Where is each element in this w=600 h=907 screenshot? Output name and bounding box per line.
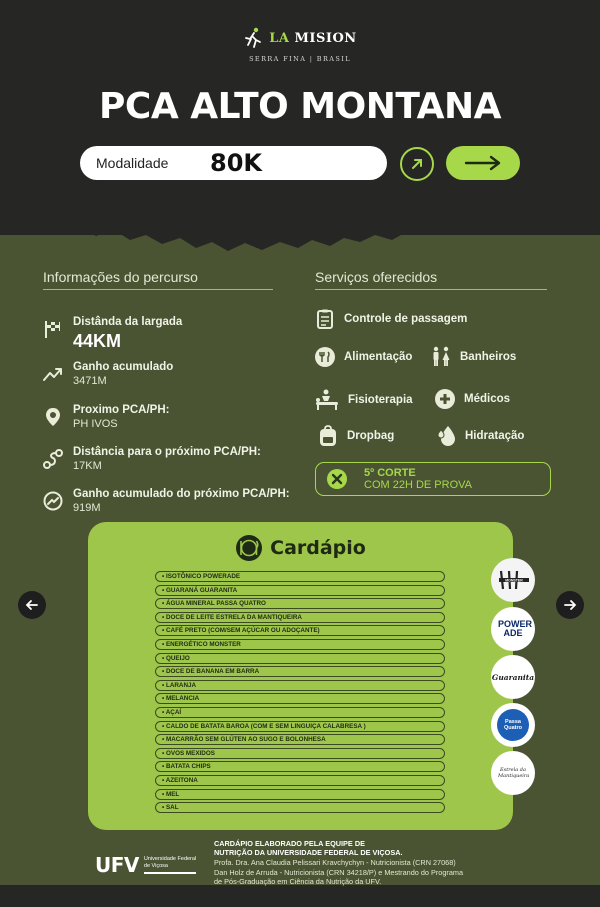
menu-item: • SAL: [155, 802, 445, 813]
arrow-right-icon: [464, 155, 502, 171]
menu-item: • ÁGUA MINERAL PASSA QUATRO: [155, 598, 445, 609]
carousel-prev-button[interactable]: [18, 591, 46, 619]
menu-list: [155, 571, 445, 816]
info-label: Ganho acumulado do próximo PCA/PH:: [73, 488, 290, 500]
menu-item: • ISOTÔNICO POWERADE: [155, 571, 445, 582]
service-label: Médicos: [464, 393, 511, 405]
services-divider: [315, 289, 547, 290]
trending-up-icon: [42, 363, 64, 385]
menu-item: • DOCE DE BANANA EM BARRA: [155, 666, 445, 677]
medical-cross-icon: [434, 388, 456, 410]
brand-subtitle: SERRA FINA | BRASIL: [249, 55, 351, 63]
cutoff-title: 5º CORTE: [364, 467, 416, 479]
info-item-distance-next: [42, 446, 261, 472]
info-item-gain-next: [42, 488, 290, 514]
menu-item: • OVOS MEXIDOS: [155, 748, 445, 759]
info-label: Distânda da largada: [73, 316, 183, 328]
menu-item: • AÇAÍ: [155, 707, 445, 718]
services-title: Serviços oferecidos: [315, 269, 438, 285]
service-food: [314, 346, 412, 368]
arrow-right-icon: [563, 598, 577, 612]
restroom-icon: [430, 346, 452, 368]
service-label: Hidratação: [465, 430, 525, 442]
passa-quatro-logo: Passa Quatro: [491, 703, 535, 747]
credits-heading: CARDÁPIO ELABORADO PELA EQUIPE DE: [214, 839, 365, 848]
info-value: PH IVOS: [73, 418, 118, 430]
monster-logo: [491, 558, 535, 602]
massage-icon: [314, 388, 340, 412]
map-pin-icon: [42, 406, 64, 428]
menu-item: • MEL: [155, 789, 445, 800]
service-dropbag: [317, 425, 394, 447]
menu-title: Cardápio: [270, 537, 366, 559]
ufv-logo: [95, 853, 196, 877]
menu-item: • BATATA CHIPS: [155, 761, 445, 772]
menu-item: • QUEIJO: [155, 653, 445, 664]
service-label: Fisioterapia: [348, 394, 413, 406]
close-circle-icon: [326, 468, 348, 490]
plate-cutlery-icon: [235, 534, 263, 562]
info-item-elevation-gain: [42, 361, 173, 387]
arrow-up-right-icon: [409, 156, 425, 172]
menu-item: • MELANCIA: [155, 693, 445, 704]
credits-body: Profa. Dra. Ana Claudia Pelissari Kravchychyn - Nutricionista (CRN 27068) Dan Holz de Arruda - Nutricionista (CRN 34218/P) e Mestrando do Programa de Pós-Graduação em Ciência da Nutrição da UFV.: [214, 858, 464, 886]
powerade-logo: POWER ADE: [491, 607, 535, 651]
page-title: PCA ALTO MONTANA: [99, 86, 501, 127]
cutoff-detail: COM 22H DE PROVA: [364, 479, 472, 491]
ufv-mark: UFV: [95, 853, 139, 877]
menu-item: • GUARANÁ GUARANITA: [155, 585, 445, 596]
menu-credits: [214, 839, 514, 887]
service-physiotherapy: [314, 388, 413, 412]
service-hydration: [435, 425, 524, 447]
clipboard-icon: [314, 308, 336, 330]
menu-item: • DOCE DE LEITE ESTRELA DA MANTIQUEIRA: [155, 612, 445, 623]
water-drop-icon: [435, 425, 457, 447]
carousel-next-button[interactable]: [556, 591, 584, 619]
route-icon: [42, 448, 64, 470]
service-checkpoint-control: [314, 308, 467, 330]
next-button[interactable]: [446, 146, 520, 180]
info-label: Proximo PCA/PH:: [73, 404, 170, 416]
service-label: Controle de passagem: [344, 313, 468, 325]
info-value: 3471M: [73, 375, 107, 387]
service-label: Alimentação: [344, 351, 413, 363]
modality-pill: [80, 146, 387, 180]
mountain-silhouette: [0, 180, 600, 270]
menu-item: • CAFÉ PRETO (COM/SEM AÇÚCAR OU ADOÇANTE): [155, 625, 445, 636]
guaranita-logo: Guaranita: [491, 655, 535, 699]
credits-heading: NUTRIÇÃO DA UNIVERSIDADE FEDERAL DE VIÇOSA.: [214, 848, 403, 857]
modality-value: 80K: [210, 149, 262, 177]
arrow-left-icon: [25, 598, 39, 612]
menu-item: • CALDO DE BATATA BAROA (COM E SEM LINGUIÇA CALABRESA ): [155, 721, 445, 732]
info-value: 919M: [73, 502, 101, 514]
brand-name: LA MISION: [269, 30, 357, 46]
svg-text:MONSTER: MONSTER: [505, 578, 523, 583]
info-item-start-distance: [42, 316, 182, 352]
modality-label: Modalidade: [96, 155, 169, 171]
menu-item: • MACARRÃO SEM GLÚTEN AO SUGO E BOLONHESA: [155, 734, 445, 745]
menu-item: • ENERGÉTICO MONSTER: [155, 639, 445, 650]
monster-claw-icon: [495, 569, 531, 591]
menu-header: [88, 534, 513, 562]
ufv-name: Universidade Federal de Viçosa: [144, 856, 196, 874]
route-info-title: Informações do percurso: [43, 269, 198, 285]
route-info-divider: [43, 289, 273, 290]
cutoff-badge: [315, 462, 551, 496]
menu-item: • LARANJA: [155, 680, 445, 691]
estrela-mantiqueira-logo: Estrela da Mantiqueira: [491, 751, 535, 795]
info-item-next-checkpoint: [42, 404, 170, 430]
slope-icon: [42, 490, 64, 512]
service-label: Banheiros: [460, 351, 517, 363]
runner-icon: [243, 27, 263, 49]
info-label: Ganho acumulado: [73, 361, 174, 373]
menu-card: [88, 522, 513, 830]
info-value: 17KM: [73, 460, 102, 472]
brand-logo: [0, 27, 600, 63]
flag-icon: [42, 318, 64, 340]
info-value: 44KM: [73, 331, 122, 351]
footer-band: [0, 885, 600, 907]
service-restrooms: [430, 346, 516, 368]
open-link-button[interactable]: [400, 147, 434, 181]
cutlery-icon: [314, 346, 336, 368]
info-label: Distância para o próximo PCA/PH:: [73, 446, 261, 458]
service-doctors: [434, 388, 510, 410]
service-label: Dropbag: [347, 430, 395, 442]
menu-item: • AZEITONA: [155, 775, 445, 786]
dropbag-icon: [317, 425, 339, 447]
